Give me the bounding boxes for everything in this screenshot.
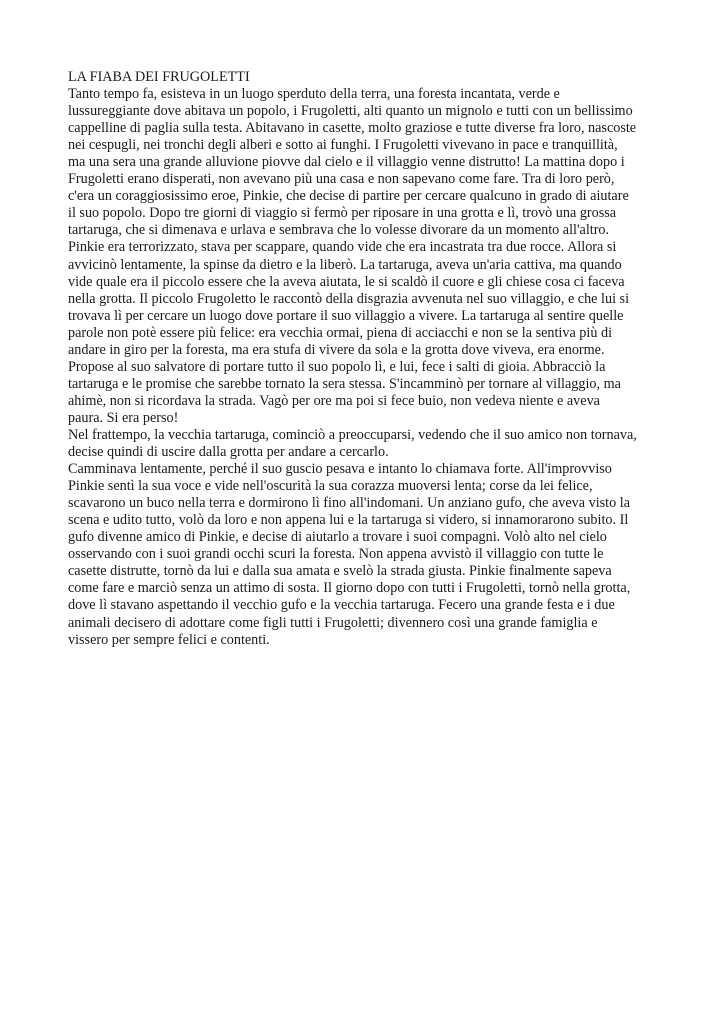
text-line: c'era un coraggiosissimo eroe, Pinkie, che decise di partire per cercare qualcuno in grado di aiutare [68, 188, 629, 205]
text-line: Camminava lentamente, perché il suo guscio pesava e intanto lo chiamava forte. All'improvviso [68, 461, 612, 478]
text-line: gufo divenne amico di Pinkie, e decise di aiutarlo a trovare i suoi compagni. Volò alto nel cielo [68, 529, 607, 546]
text-line: nella grotta. Il piccolo Frugoletto le raccontò della disgrazia avvenuta nel suo villaggio, e che lui si [68, 290, 630, 307]
text-line: scena e udito tutto, volò da loro e non appena lui e la tartaruga si videro, si innamorarono subito. Il [68, 512, 629, 529]
text-line: scavarono un buco nella terra e dormirono lì fino all'indomani. Un anziano gufo, che aveva visto la [68, 495, 630, 512]
text-line: parole non potè essere più felice: era vecchia ormai, piena di acciacchi e non se la sentiva più di [68, 324, 613, 341]
document-title: LA FIABA DEI FRUGOLETTI [68, 69, 250, 85]
text-line: tartaruga e le promise che sarebbe tornato la sera stessa. S'incamminò per tornare al villaggio, ma [68, 375, 621, 392]
text-line: animali decisero di adottare come figli tutti i Frugoletti; divennero così una grande famiglia e [68, 614, 598, 631]
text-line: decise quindi di uscire dalla grotta per andare a cercarlo. [68, 444, 389, 461]
text-line: cappelline di paglia sulla testa. Abitavano in casette, molto graziose e tutte diverse fra loro, nascoste [68, 120, 637, 137]
text-line: lussureggiante dove abitava un popolo, i Frugoletti, alti quanto un mignolo e tutti con un bellissimo [68, 103, 633, 120]
text-line: come fare e marciò senza un attimo di sosta. Il giorno dopo con tutti i Frugoletti, tornò nella grotta, [68, 580, 631, 597]
text-line: vide quale era il piccolo essere che la aveva aiutata, le si scaldò il cuore e gli chiese cosa ci faceva [68, 273, 625, 290]
text-line: Tanto tempo fa, esisteva in un luogo sperduto della terra, una foresta incantata, verde e [68, 86, 560, 103]
text-line: nei cespugli, nei tronchi degli alberi e sotto ai funghi. I Frugoletti vivevano in pace e tranquillità, [68, 137, 618, 154]
text-line: Pinkie sentì la sua voce e vide nell'oscurità la sua corazza muoversi lenta; corse da lei felice, [68, 478, 593, 495]
text-line: Nel frattempo, la vecchia tartaruga, cominciò a preoccuparsi, vedendo che il suo amico non tornava, [68, 426, 637, 443]
text-line: ma una sera una grande alluvione piovve dal cielo e il villaggio venne distrutto! La mattina dopo i [68, 154, 625, 171]
text-line: ahimè, non si ricordava la strada. Vagò per ore ma poi si fece buio, non vedeva niente e aveva [68, 392, 600, 409]
text-line: avvicinò lentamente, la spinse da dietro e la liberò. La tartaruga, aveva un'aria cattiva, ma quando [68, 256, 622, 273]
text-line: paura. Si era perso! [68, 409, 179, 426]
text-line: dove lì stavano aspettando il vecchio gufo e la vecchia tartaruga. Fecero una grande festa e i due [68, 597, 615, 614]
text-line: osservando con i suoi grandi occhi scuri la foresta. Non appena avvistò il villaggio con tutte le [68, 546, 604, 563]
text-line: il suo popolo. Dopo tre giorni di viaggio si fermò per riposare in una grotta e lì, trovò una grossa [68, 205, 617, 222]
text-line: Propose al suo salvatore di portare tutto il suo popolo lì, e lui, fece i salti di gioia. Abbracciò la [68, 358, 606, 375]
story-text [68, 69, 668, 649]
text-line: Pinkie era terrorizzato, stava per scappare, quando vide che era incastrata tra due rocce. Allora si [68, 239, 617, 256]
text-line: andare in giro per la foresta, ma era stufa di vivere da sola e la grotta dove viveva, era enorme. [68, 341, 605, 358]
text-line: casette distrutte, tornò da lui e dalla sua amata e svelò la strada giusta. Pinkie finalmente sapeva [68, 563, 612, 580]
text-line: tartaruga, che si dimenava e urlava e sembrava che lo volesse divorare da un momento all'altro. [68, 222, 610, 239]
text-line: Frugoletti erano disperati, non avevano più una casa e non sapevano come fare. Tra di loro però, [68, 171, 615, 188]
text-line: vissero per sempre felici e contenti. [68, 631, 270, 648]
text-line: trovava lì per cercare un luogo dove portare il suo villaggio a vivere. La tartaruga al sentire quelle [68, 307, 624, 324]
